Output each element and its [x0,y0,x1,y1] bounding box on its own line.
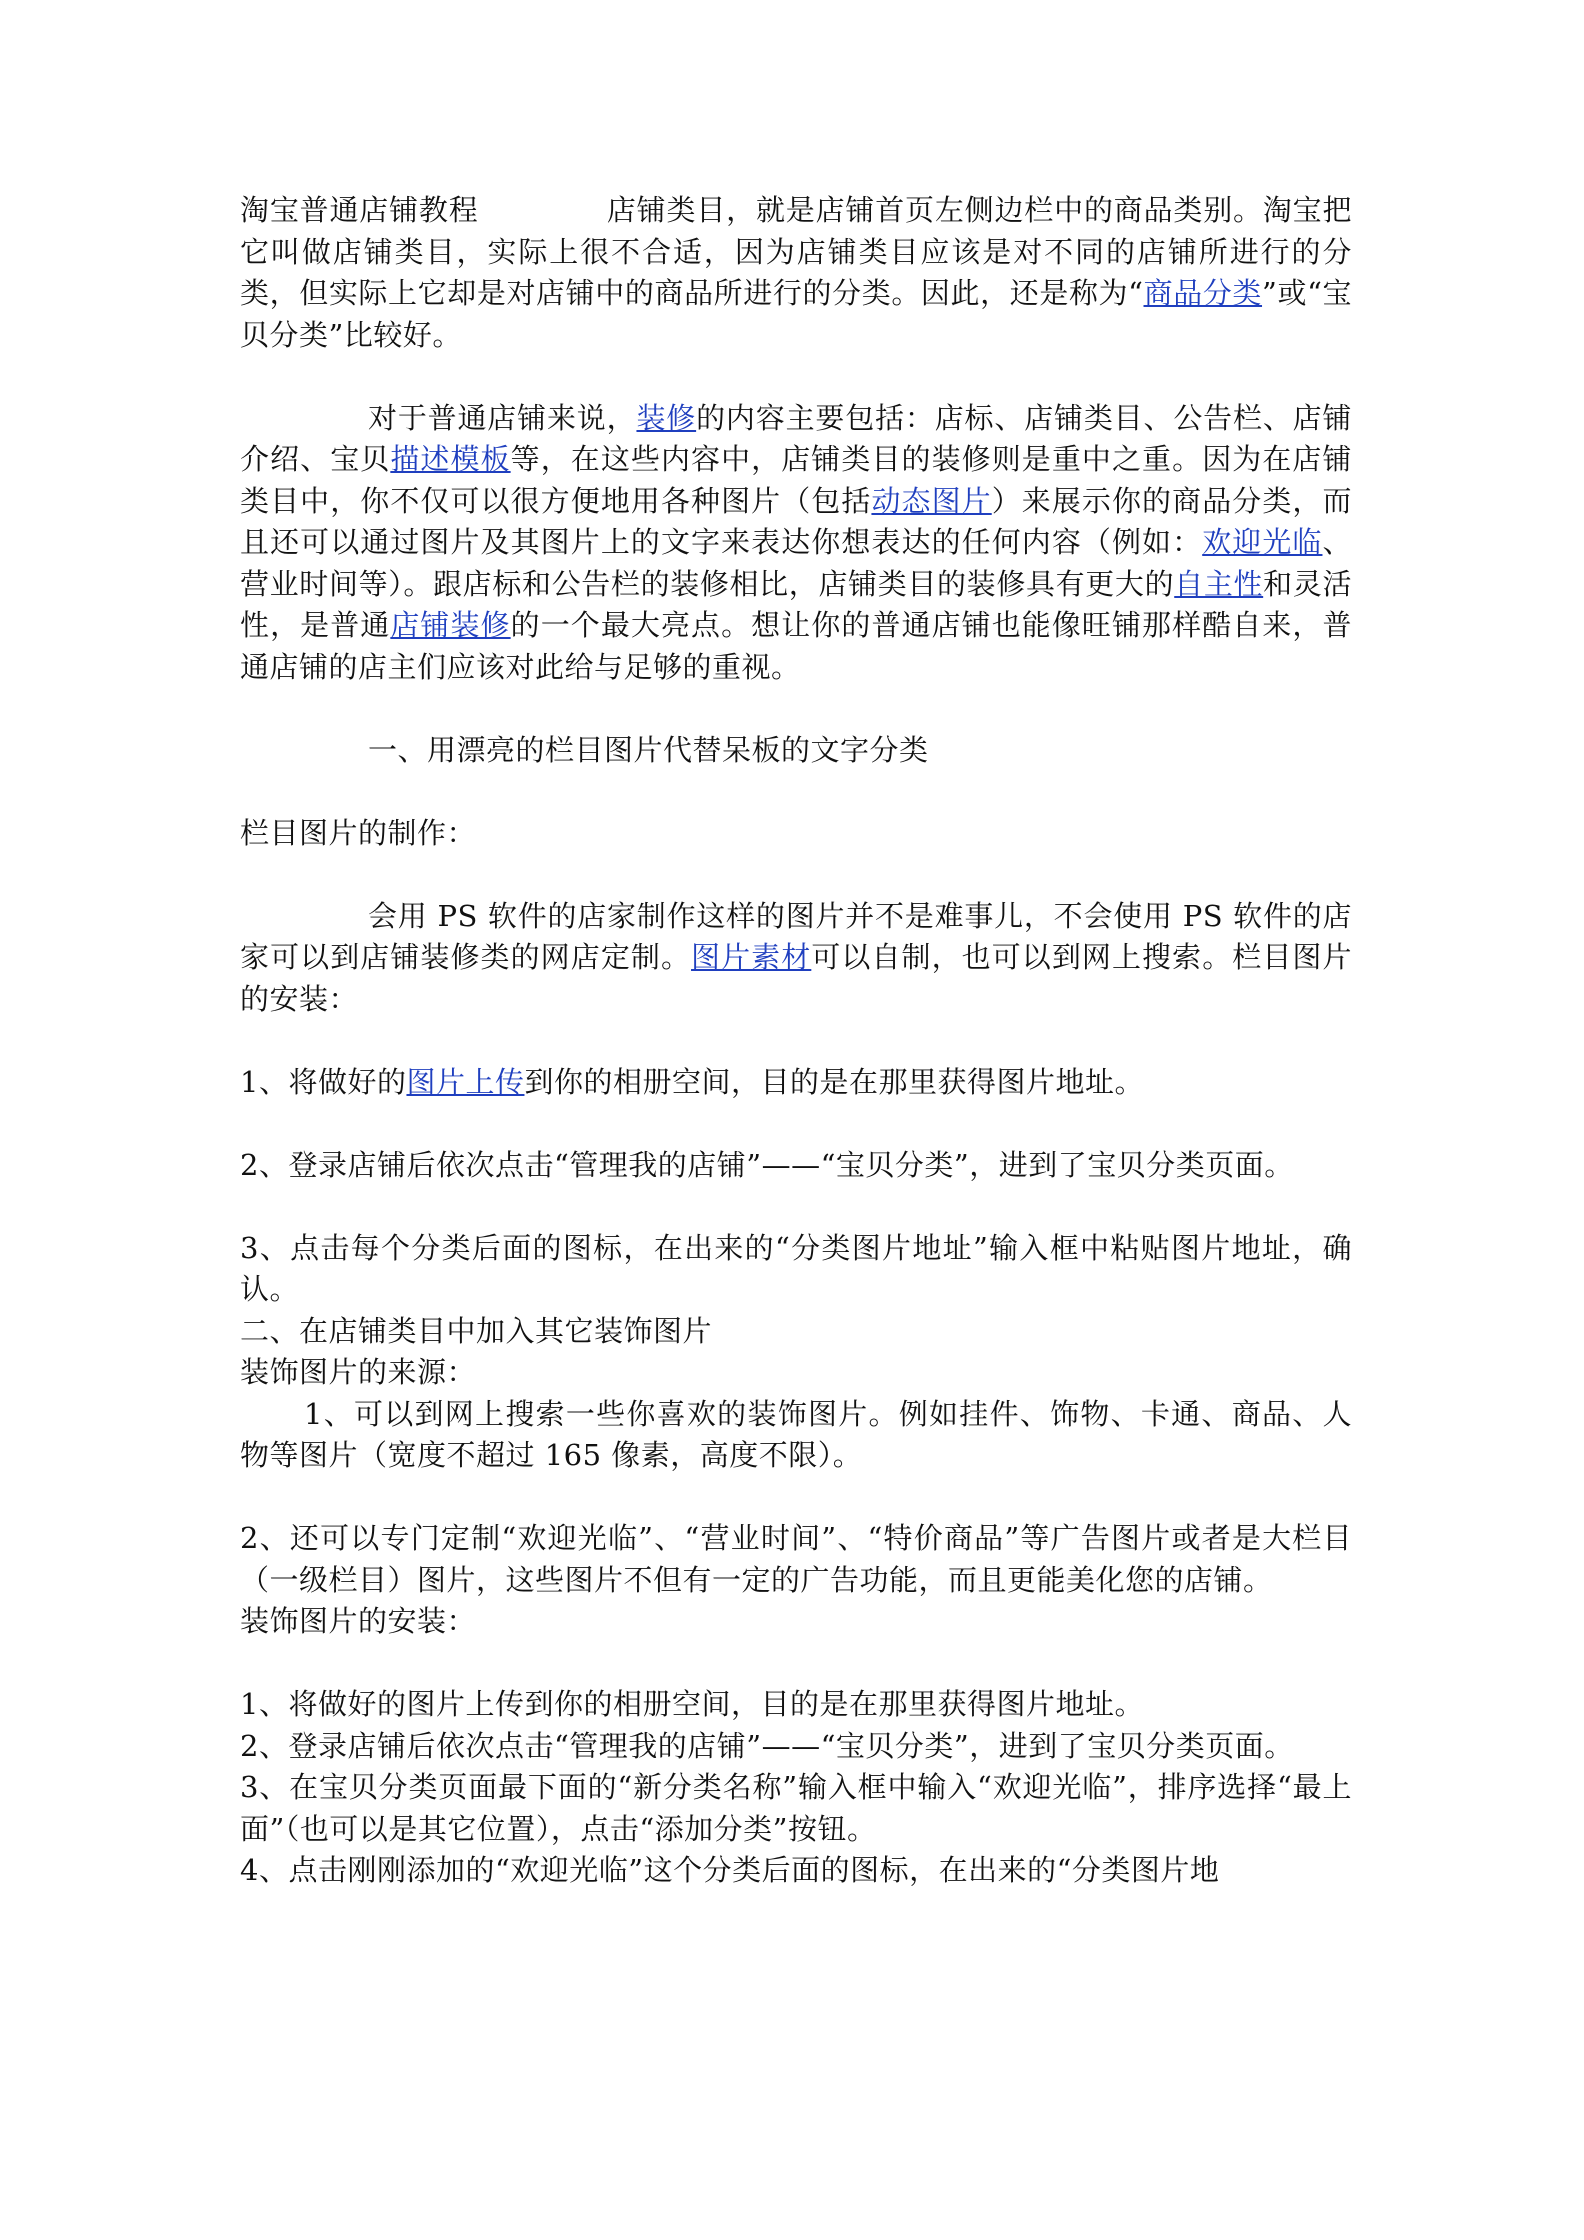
section2-install-4: 4、点击刚刚添加的“欢迎光临”这个分类后面的图标，在出来的“分类图片地 [240,1853,1220,1887]
section1-step-1 [240,1062,1352,1104]
section1-paragraph [240,896,1352,1021]
intro-text-2: ”或“宝贝分类”比较好。 [240,276,1352,352]
link-animated-image[interactable]: 动态图片 [871,483,992,518]
decoration-paragraph [240,398,1352,689]
spacer [240,1186,1352,1228]
decoration-text-1: 对于普通店铺来说， [368,400,637,435]
document-body [240,190,1352,1892]
spacer [240,854,1352,896]
doc-title: 淘宝普通店铺教程 [240,193,479,227]
link-shop-decoration[interactable]: 店铺装修 [390,608,511,642]
section2-install-3: 3、在宝贝分类页面最下面的“新分类名称”输入框中输入“欢迎光临”，排序选择“最上面”（也可以是其它位置），点击“添加分类”按钮。 [240,1770,1352,1846]
section1-heading: 一、用漂亮的栏目图片代替呆板的文字分类 [368,732,929,767]
link-decoration[interactable]: 装修 [636,400,697,435]
decoration-text-5: 、营业时间等）。跟店标和公告栏的装修相比，店铺类目的装修具有更大的 [240,525,1352,601]
step1-text-2: 到你的相册空间，目的是在那里获得图片地址。 [524,1064,1144,1099]
link-welcome[interactable]: 欢迎光临 [1202,525,1323,559]
spacer [240,356,1352,398]
link-image-material[interactable]: 图片素材 [691,940,812,974]
spacer [240,1477,1352,1519]
section2-source-heading: 装饰图片的来源： [240,1355,477,1389]
section2-install-1: 1、将做好的图片上传到你的相册空间，目的是在那里获得图片地址。 [240,1687,1144,1721]
section1-text-1: 会用 PS 软件的店家制作这样的图片并不是难事儿，不会使用 PS 软件的店家可以到店铺装修类的网店定制。 [240,898,1352,974]
intro-text-1: 店铺类目，就是店铺首页左侧边栏中的商品类别。淘宝把它叫做店铺类目，实际上很不合适，因为店铺类目应该是对不同的店铺所进行的分类，但实际上它却是对店铺中的商品所进行的分类。因此，还是称为“ [240,193,1352,310]
section1-step-3: 3、点击每个分类后面的图标，在出来的“分类图片地址”输入框中粘贴图片地址，确认。 [240,1230,1352,1306]
section2-heading: 二、在店铺类目中加入其它装饰图片 [240,1313,713,1348]
section2-install-2: 2、登录店铺后依次点击“管理我的店铺”——“宝贝分类”，进到了宝贝分类页面。 [240,1728,1294,1763]
decoration-text-3: 等，在这些内容中，店铺类目的装修则是重中之重。因为在店铺类目中，你不仅可以很方便地用各种图片（包括 [240,442,1352,518]
section1-subheading: 栏目图片的制作： [240,815,477,850]
section2-install-heading: 装饰图片的安装： [240,1604,477,1638]
section2-source-1: 1、可以到网上搜索一些你喜欢的装饰图片。例如挂件、饰物、卡通、商品、人物等图片（宽度不超过 165 像素，高度不限）。 [240,1396,1352,1472]
intro-paragraph [240,190,1352,356]
decoration-text-6: 和灵活性，是普通 [240,566,1352,642]
spacer [240,1643,1352,1685]
spacer [240,771,1352,813]
section1-step-2: 2、登录店铺后依次点击“管理我的店铺”——“宝贝分类”，进到了宝贝分类页面。 [240,1147,1294,1182]
section1-text-2: 可以自制，也可以到网上搜索。栏目图片的安装： [240,940,1352,1016]
link-image-upload[interactable]: 图片上传 [406,1064,525,1099]
spacer [240,1020,1352,1062]
link-goods-category[interactable]: 商品分类 [1143,276,1263,310]
section2-source-2: 2、还可以专门定制“欢迎光临”、“营业时间”、“特价商品”等广告图片或者是大栏目（一级栏目）图片，这些图片不但有一定的广告功能，而且更能美化您的店铺。 [240,1521,1352,1597]
decoration-text-7: 的一个最大亮点。想让你的普通店铺也能像旺铺那样酷自来，普通店铺的店主们应该对此给与足够的重视。 [240,608,1352,684]
step1-text-1: 1、将做好的 [240,1064,407,1099]
spacer [240,1103,1352,1145]
link-autonomy[interactable]: 自主性 [1174,566,1264,601]
link-desc-template[interactable]: 描述模板 [390,442,511,476]
decoration-text-4: ）来展示你的商品分类，而且还可以通过图片及其图片上的文字来表达你想表达的任何内容（例如： [240,483,1352,559]
spacer [240,688,1352,730]
decoration-text-2: 的内容主要包括：店标、店铺类目、公告栏、店铺介绍、宝贝 [240,400,1352,476]
